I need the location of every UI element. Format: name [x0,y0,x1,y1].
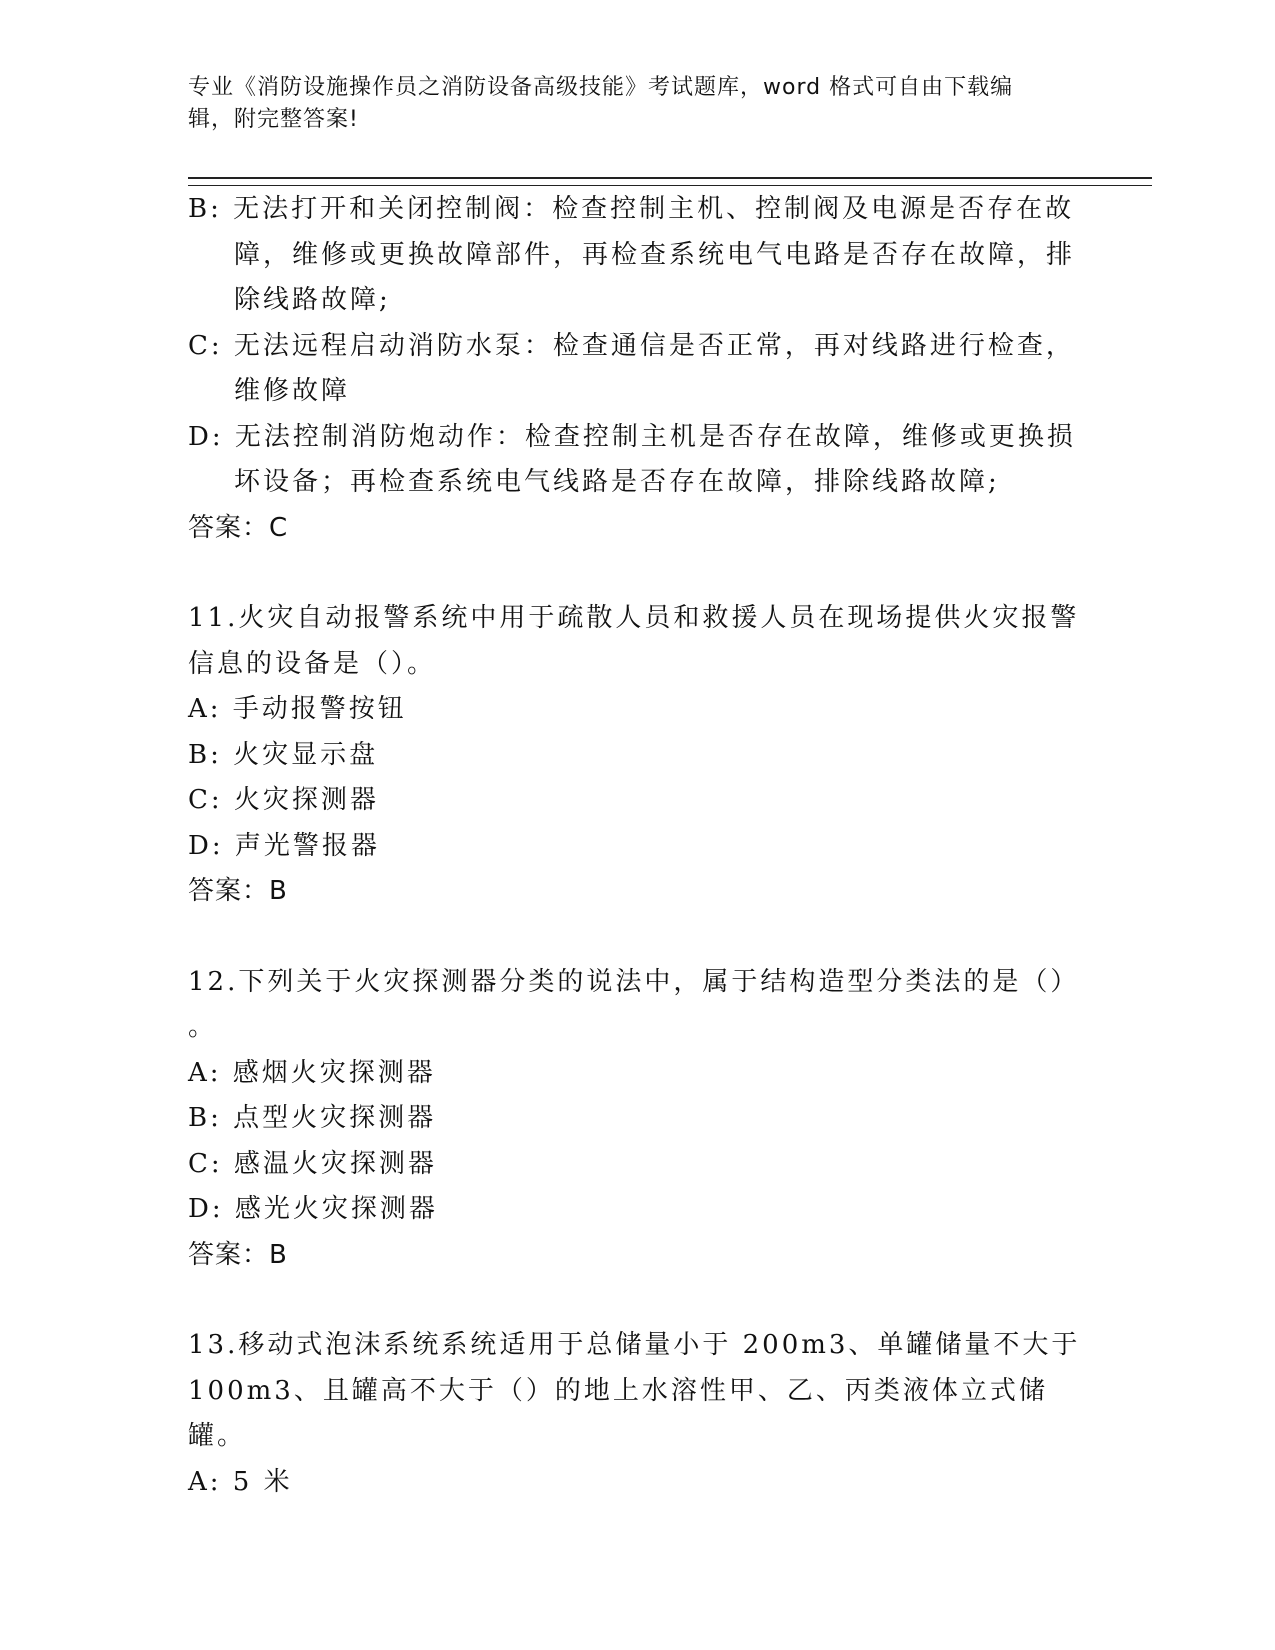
answer-prev: 答案：C [188,512,289,543]
q11-option-c: C: 火灾探测器 [188,785,379,815]
header-line-2: 辑，附完整答案! [188,107,359,132]
q11-answer: 答案：B [188,876,288,906]
question-11: 11.火灾自动报警系统中用于疏散人员和救援人员在现场提供火灾报警信息的设备是（）。 [188,603,1080,679]
question-12: 12.下列关于火灾探测器分类的说法中，属于结构造型分类法的是（） [188,966,1080,997]
page-header [188,72,1068,136]
option-d-prev: D: 无法控制消防炮动作：检查控制主机是否存在故障，维修或更换损坏设备；再检查系统电气线路是否存在故障，排除线路故障; [188,421,1076,497]
header-line-1: 专业《消防设施操作员之消防设备高级技能》考试题库，word 格式可自由下载编 [188,75,1014,100]
q12-answer: 答案：B [188,1239,288,1270]
q11-option-d: D: 声光警报器 [188,830,380,861]
header-divider [188,177,1152,186]
question-12-continuation: 。 [188,1012,218,1042]
option-c-prev: C: 无法远程启动消防水泵：检查通信是否正常，再对线路进行检查，维修故障 [188,330,1075,406]
q12-option-d: D: 感光火灾探测器 [188,1194,438,1224]
q13-option-a: A: 5 米 [188,1466,293,1497]
q11-option-b: B: 火灾显示盘 [188,739,379,770]
q12-option-b: B: 点型火灾探测器 [188,1103,437,1133]
q12-option-a: A: 感烟火灾探测器 [188,1057,436,1088]
document-body [188,187,1088,1505]
option-b-prev: B: 无法打开和关闭控制阀：检查控制主机、控制阀及电源是否存在故障，维修或更换故障部件，再检查系统电气电路是否存在故障，排除线路故障; [188,194,1076,315]
q12-option-c: C: 感温火灾探测器 [188,1148,437,1179]
q11-option-a: A: 手动报警按钮 [188,694,407,724]
question-13: 13.移动式泡沫系统系统适用于总储量小于 200m3、单罐储量不大于 100m3、且罐高不大于（）的地上水溶性甲、乙、丙类液体立式储罐。 [188,1330,1081,1451]
